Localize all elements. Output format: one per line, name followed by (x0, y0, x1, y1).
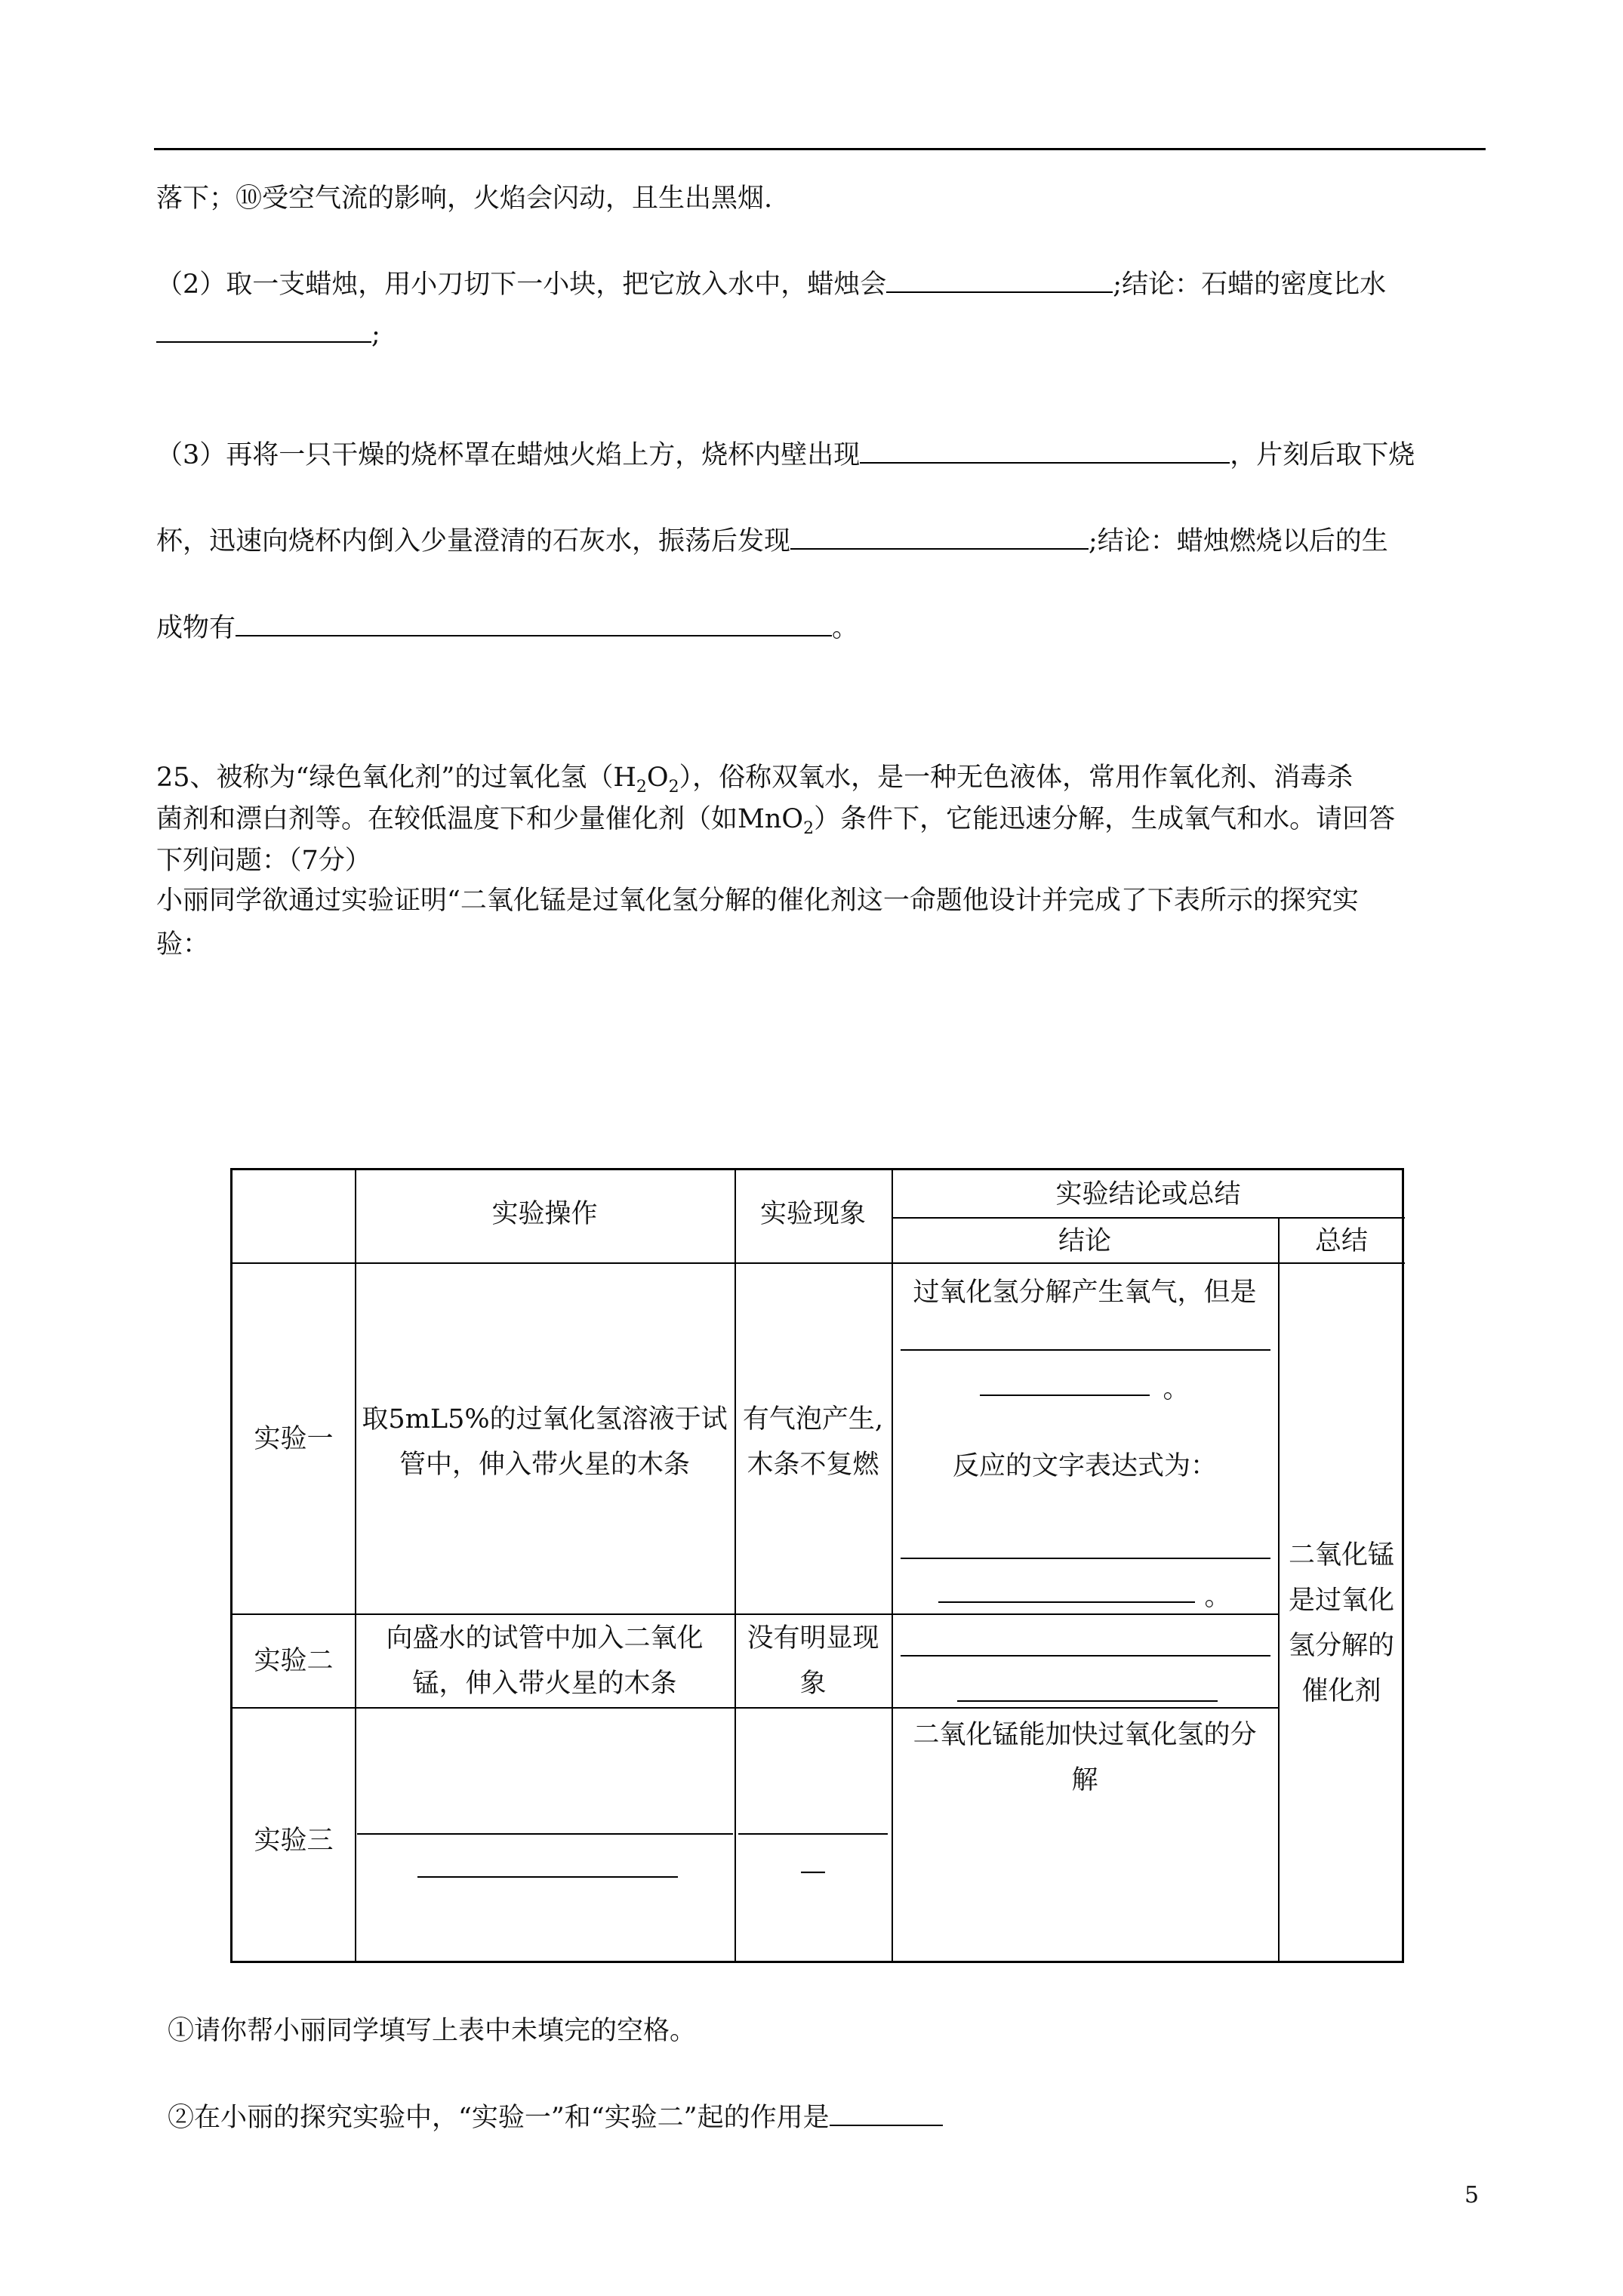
experiment-table (230, 1168, 1404, 1963)
answer-blank[interactable] (957, 1700, 1218, 1702)
answer-blank[interactable] (980, 1395, 1150, 1396)
q25-line5: 验： (156, 929, 210, 960)
exp2-phenomenon-1: 没有明显现 (747, 1623, 879, 1653)
summary-2: 是过氧化 (1288, 1586, 1394, 1616)
answer-blank[interactable] (357, 1833, 733, 1835)
exp1-phenomenon-1: 有气泡产生, (742, 1404, 884, 1435)
header-conclusion-group: 实验结论或总结 (1055, 1179, 1241, 1210)
row-label-exp2: 实验二 (254, 1646, 334, 1676)
exp2-operation-1: 向盛水的试管中加入二氧化 (386, 1623, 704, 1653)
question-2: （2）取一支蜡烛，用小刀切下一小块，把它放入水中，蜡烛会 ;结论：石蜡的密度比水 (156, 266, 1386, 304)
answer-blank[interactable] (236, 609, 832, 636)
q25-line1: 25、被称为“绿色氧化剂”的过氧化氢$(H_2O_2)$，俗称双氧水，是一种无色液体，常用作氧化剂、消毒杀 (156, 763, 1354, 797)
summary-1: 二氧化锰 (1288, 1540, 1394, 1570)
answer-blank[interactable] (901, 1349, 1270, 1351)
row-label-exp1: 实验一 (254, 1424, 334, 1454)
question-2-cont: ; (156, 316, 380, 353)
row-label-exp3: 实验三 (254, 1826, 334, 1856)
question-3-cont2: 成物有 。 (156, 609, 858, 647)
exp2-operation-2: 锰，伸入带火星的木条 (412, 1669, 677, 1699)
exp3-phenomenon-dash: — (799, 1856, 827, 1886)
text-line: 落下；⑩受空气流的影响，火焰会闪动，且生出黑烟. (156, 183, 773, 214)
answer-blank[interactable] (901, 1558, 1270, 1559)
answer-blank[interactable] (886, 266, 1113, 293)
summary-4: 催化剂 (1301, 1676, 1381, 1706)
q25-line2: 菌剂和漂白剂等。在较低温度下和少量催化剂（如MnO$_2$）条件下，它能迅速分解，生成氧气和水。请回答 (156, 804, 1396, 838)
header-phenomenon: 实验现象 (759, 1199, 866, 1229)
followup-q1: ①请你帮小丽同学填写上表中未填完的空格。 (168, 2016, 697, 2046)
header-summary: 总结 (1314, 1226, 1368, 1256)
answer-blank[interactable] (830, 2099, 943, 2126)
header-operation: 实验操作 (491, 1199, 598, 1229)
exp1-phenomenon-2: 木条不复燃 (747, 1450, 879, 1480)
exp1-operation-1: 取5mL5%的过氧化氢溶液于试 (362, 1404, 728, 1435)
q25-line4: 小丽同学欲通过实验证明“二氧化锰是过氧化氢分解的催化剂这一命题他设计并完成了下表所示的探究实 (156, 886, 1359, 916)
answer-blank[interactable] (417, 1876, 678, 1878)
exp1-conclusion-1: 过氧化氢分解产生氧气，但是 (913, 1277, 1257, 1308)
exp1-conclusion-period: 。 (1163, 1374, 1190, 1404)
exp2-phenomenon-2: 象 (799, 1669, 827, 1699)
answer-blank[interactable] (790, 522, 1089, 550)
answer-blank[interactable] (738, 1833, 888, 1835)
question-3: （3）再将一只干燥的烧杯罩在蜡烛火焰上方，烧杯内壁出现 ，片刻后取下烧 (156, 436, 1415, 474)
exp1-conclusion-period: 。 (1204, 1582, 1231, 1612)
q25-line3: 下列问题：（7分） (156, 846, 371, 876)
answer-blank[interactable] (860, 436, 1230, 464)
answer-blank[interactable] (156, 316, 371, 343)
exp1-operation-2: 管中，伸入带火星的木条 (399, 1450, 690, 1480)
header-conclusion: 结论 (1058, 1226, 1111, 1256)
exp3-conclusion-2: 解 (1071, 1765, 1098, 1795)
answer-blank[interactable] (938, 1601, 1195, 1603)
header-rule (154, 148, 1486, 150)
exp3-conclusion-1: 二氧化锰能加快过氧化氢的分 (913, 1720, 1257, 1750)
answer-blank[interactable] (901, 1655, 1270, 1657)
page-number: 5 (1464, 2182, 1480, 2208)
exp1-conclusion-3: 反应的文字表达式为： (952, 1451, 1217, 1481)
question-3-cont: 杯，迅速向烧杯内倒入少量澄清的石灰水，振荡后发现 ;结论：蜡烛燃烧以后的生 (156, 522, 1388, 560)
summary-3: 氢分解的 (1288, 1631, 1394, 1661)
followup-q2: ②在小丽的探究实验中，“实验一”和“实验二”起的作用是 (168, 2099, 943, 2137)
